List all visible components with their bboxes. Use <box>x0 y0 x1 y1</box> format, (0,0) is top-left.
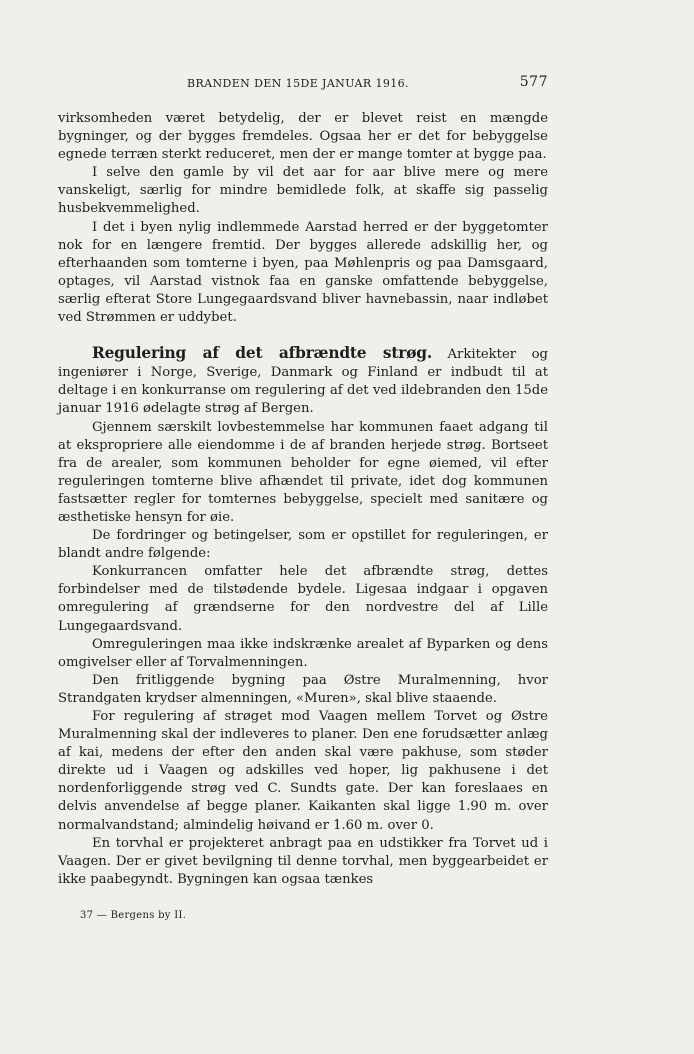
section-heading: Regulering af det afbrændte strøg. <box>92 344 432 363</box>
body-paragraph: De fordringer og betingelser, som er opstillet for reguleringen, er blandt andre følgende: <box>58 528 548 562</box>
signature-mark: 37 — Bergens by II. <box>80 910 187 921</box>
page-body <box>58 110 548 889</box>
body-paragraph: Gjennem særskilt lovbestemmelse har kommunen faaet adgang til at ekspropriere alle eiendomme i de af branden herjede strøg. Bortseet fra de arealer, som kommunen beholder for egne øiemed, vil efter reguleringen tomterne blive afhændet til private, idet dog kommunen fastsætter regler for tomternes bebyggelse, specielt med sanitære og æsthetiske hensyn for øie. <box>58 419 548 525</box>
body-paragraph: Den fritliggende bygning paa Østre Muralmenning, hvor Strandgaten krydser almenningen, «Muren», skal blive staaende. <box>58 672 548 706</box>
running-title: BRANDEN DEN 15DE JANUAR 1916. <box>187 77 409 90</box>
page-header <box>60 74 548 94</box>
body-paragraph: Konkurrancen omfatter hele det afbrændte strøg, dettes forbindelser med de tilstødende bydele. Ligesaa indgaar i opgaven omregulering af grændserne for den nordvestre del af Lille Lungegaardsvand. <box>58 564 548 634</box>
body-paragraph: For regulering af strøget mod Vaagen mellem Torvet og Østre Muralmenning skal der indleveres to planer. Den ene forudsætter anlæg af kai, medens der efter den anden skal være pakhuse, som støder direkte ud i Vaagen og adskilles ved hoper, lig pakhusene i det nordenforliggende strøg ved C. Sundts gate. Der kan foreslaaes en delvis anvendelse af begge planer. Kaikanten skal ligge 1.90 m. over normalvandstand; almindelig høivand er 1.60 m. over 0. <box>58 709 548 833</box>
body-paragraph: I selve den gamle by vil det aar for aar blive mere og mere vanskeligt, særlig for mindre bemidlede folk, at skaffe sig passelig husbekvemmelighed. <box>58 165 548 217</box>
body-paragraph: En torvhal er projekteret anbragt paa en udstikker fra Torvet ud i Vaagen. Der er givet bevilgning til denne torvhal, men byggearbeidet er ikke paabegyndt. Bygningen kan ogsaa tænkes <box>58 835 548 887</box>
body-paragraph: I det i byen nylig indlemmede Aarstad herred er der byggetomter nok for en længere fremtid. Der bygges allerede adskillig her, og efterhaanden som tomterne i byen, paa Møhlenpris og paa Damsgaard, optages, vil Aarstad vistnok faa en ganske omfattende bebyggelse, særlig efterat Store Lungegaardsvand bliver havnebassin, naar indløbet ved Strømmen er uddybet. <box>58 219 548 326</box>
body-paragraph: Omreguleringen maa ikke indskrænke arealet af Byparken og dens omgivelser eller af Torvalmenningen. <box>58 636 548 670</box>
page-number: 577 <box>519 74 548 90</box>
section-intro-text: Arkitekter og ingeniører i Norge, Sverige, Danmark og Finland er indbudt til at deltage i en konkurranse om regulering af det ved ildebranden den 15de januar 1916 ødelagte strøg af Bergen. <box>58 347 548 417</box>
body-paragraph: virksomheden været betydelig, der er blevet reist en mængde bygninger, og der bygges fremdeles. Ogsaa her er det for bebyggelse egnede terræn sterkt reduceret, men der er mange tomter at bygge paa. <box>58 111 548 163</box>
section-intro-paragraph <box>58 344 548 418</box>
